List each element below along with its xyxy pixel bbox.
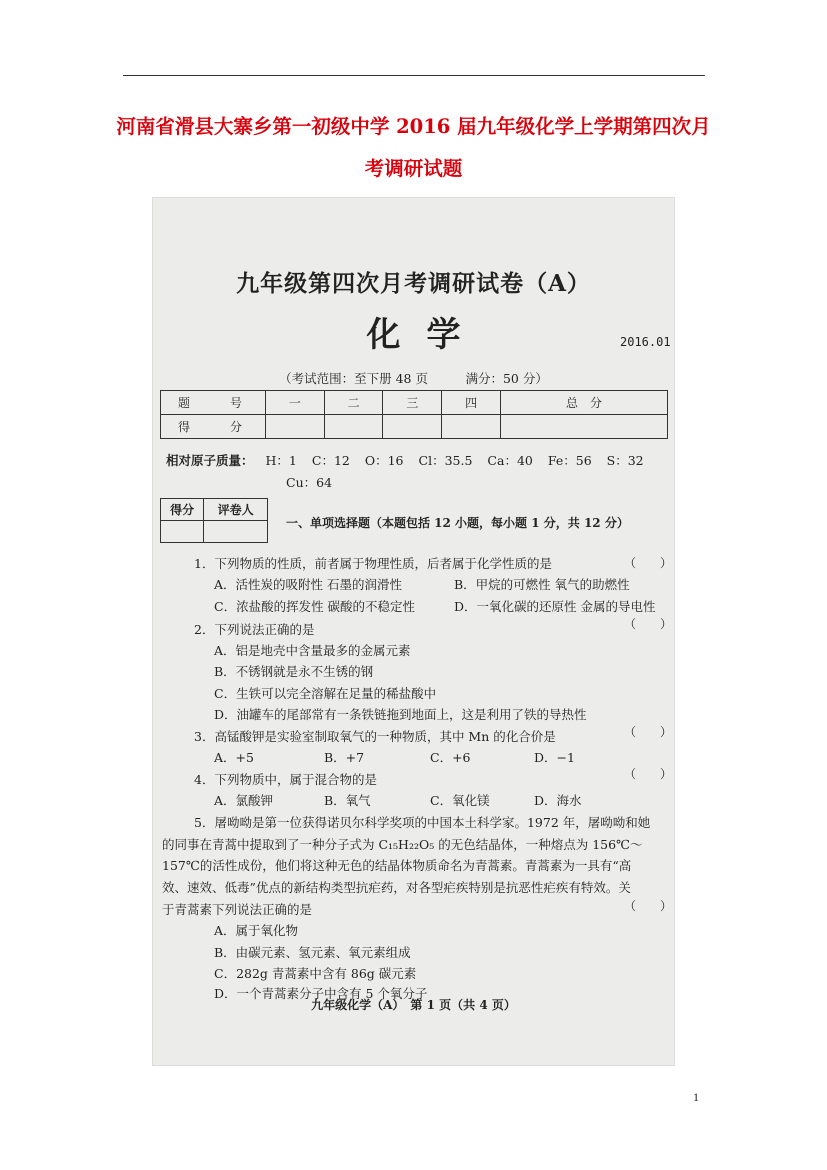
score-cell: 四	[442, 391, 501, 415]
subject-title: 化学	[366, 315, 487, 355]
question-5-option-b: B．由碳元素、氢元素、氧元素组成	[214, 945, 411, 960]
question-4-option-b: B．氧气	[324, 793, 371, 808]
question-5-option-d: D．一个青蒿素分子中含有 5 个氧分子	[214, 986, 428, 1001]
question-1-option-c: C．浓盐酸的挥发性 碳酸的不稳定性	[214, 599, 416, 614]
atomic-mass-value: Cl：35.5	[418, 453, 473, 468]
question-1-stem: 1．下列物质的性质，前者属于物理性质，后者属于化学性质的是	[194, 556, 552, 571]
question-4-option-c: C．氧化镁	[430, 793, 490, 808]
question-5-text-line: 的同事在青蒿中提取到了一种分子式为 C₁₅H₂₂O₅ 的无色结晶体，一种熔点为 156℃～	[162, 837, 643, 852]
score-cell: 三	[383, 391, 442, 415]
answer-bracket: （ ）	[624, 767, 673, 781]
question-5-option-a: A．属于氧化物	[214, 923, 299, 938]
question-5-option-c: C．282g 青蒿素中含有 86g 碳元素	[214, 966, 417, 981]
score-cell: 二	[324, 391, 383, 415]
question-3-option-d: D．−1	[534, 750, 575, 765]
exam-scope: （考试范围：至下册 48 页 满分：50 分）	[279, 371, 548, 386]
exam-title: 九年级第四次月考调研试卷（A）	[236, 270, 591, 297]
answer-bracket: （ ）	[624, 617, 673, 631]
question-1-option-b: B．甲烷的可燃性 氧气的助燃性	[454, 577, 630, 592]
score-table-header-row	[161, 391, 668, 415]
question-5-text-line: 效、速效、低毒”优点的新结构类型抗疟药，对各型疟疾特别是抗恶性疟疾有特效。关	[162, 880, 631, 895]
question-1-option-a: A．活性炭的吸附性 石墨的润滑性	[214, 577, 403, 592]
question-4-option-d: D．海水	[534, 793, 582, 808]
section-title: 一、单项选择题（本题包括 12 小题，每小题 1 分，共 12 分）	[286, 516, 629, 530]
atomic-mass-cont: Cu：64	[286, 475, 333, 490]
answer-bracket: （ ）	[624, 899, 673, 913]
atomic-mass-value: O：16	[364, 453, 404, 468]
score-blank-cell	[266, 415, 325, 439]
score-blank-cell	[324, 415, 383, 439]
question-4-option-a: A．氯酸钾	[214, 793, 274, 808]
question-3-option-a: A．+5	[214, 750, 254, 765]
question-2-option-b: B．不锈钢就是永不生锈的钢	[214, 664, 374, 679]
exam-date: 2016.01	[620, 335, 671, 349]
header-rule	[123, 75, 705, 76]
grader-name-label: 评卷人	[204, 499, 268, 521]
score-table-score-row	[161, 415, 668, 439]
grader-score-label: 得分	[161, 499, 204, 521]
atomic-mass-value: Fe：56	[547, 453, 592, 468]
answer-bracket: （ ）	[624, 725, 673, 739]
question-2-option-a: A．铝是地壳中含量最多的金属元素	[214, 643, 411, 658]
question-2-option-d: D．油罐车的尾部常有一条铁链拖到地面上，这是利用了铁的导热性	[214, 707, 587, 722]
atomic-mass-line	[166, 451, 644, 469]
grader-blank-cell	[161, 521, 204, 543]
answer-bracket: （ ）	[624, 556, 673, 570]
score-cell: 总 分	[500, 391, 667, 415]
document-title-line2: 考调研试题	[364, 157, 463, 180]
score-blank-cell	[442, 415, 501, 439]
exam-paper-photo	[152, 197, 675, 1066]
document-title-line1: 河南省滑县大寨乡第一初级中学 2016 届九年级化学上学期第四次月	[116, 115, 711, 138]
question-5-text-line: 5．屠呦呦是第一位获得诺贝尔科学奖项的中国本土科学家。1972 年，屠呦呦和她	[194, 815, 651, 830]
question-3-option-c: C．+6	[430, 750, 471, 765]
atomic-mass-label: 相对原子质量：	[166, 453, 254, 468]
score-cell: 题 号	[161, 391, 266, 415]
question-2-stem: 2．下列说法正确的是	[194, 622, 315, 637]
score-blank-cell	[500, 415, 667, 439]
score-cell: 得 分	[161, 415, 266, 439]
score-table	[160, 390, 668, 439]
atomic-mass-value: H：1	[265, 453, 297, 468]
question-3-stem: 3．高锰酸钾是实验室制取氧气的一种物质，其中 Mn 的化合价是	[194, 729, 556, 744]
atomic-mass-value: C：12	[311, 453, 350, 468]
question-5-text-line: 157℃的活性成份，他们将这种无色的结晶体物质命名为青蒿素。青蒿素为一具有“高	[162, 858, 632, 873]
atomic-mass-value: S：32	[606, 453, 644, 468]
question-5-text-line: 于青蒿素下列说法正确的是	[162, 902, 313, 917]
score-cell: 一	[266, 391, 325, 415]
question-2-option-c: C．生铁可以完全溶解在足量的稀盐酸中	[214, 686, 437, 701]
page-number: 1	[693, 1090, 699, 1104]
grader-blank-cell	[204, 521, 268, 543]
question-1-option-d: D．一氧化碳的还原性 金属的导电性	[454, 599, 656, 614]
question-4-stem: 4．下列物质中，属于混合物的是	[194, 772, 377, 787]
question-3-option-b: B．+7	[324, 750, 365, 765]
paper-footer: 九年级化学（A） 第 1 页（共 4 页）	[311, 998, 516, 1012]
score-blank-cell	[383, 415, 442, 439]
grader-box	[160, 498, 268, 543]
atomic-mass-value: Ca：40	[487, 453, 533, 468]
